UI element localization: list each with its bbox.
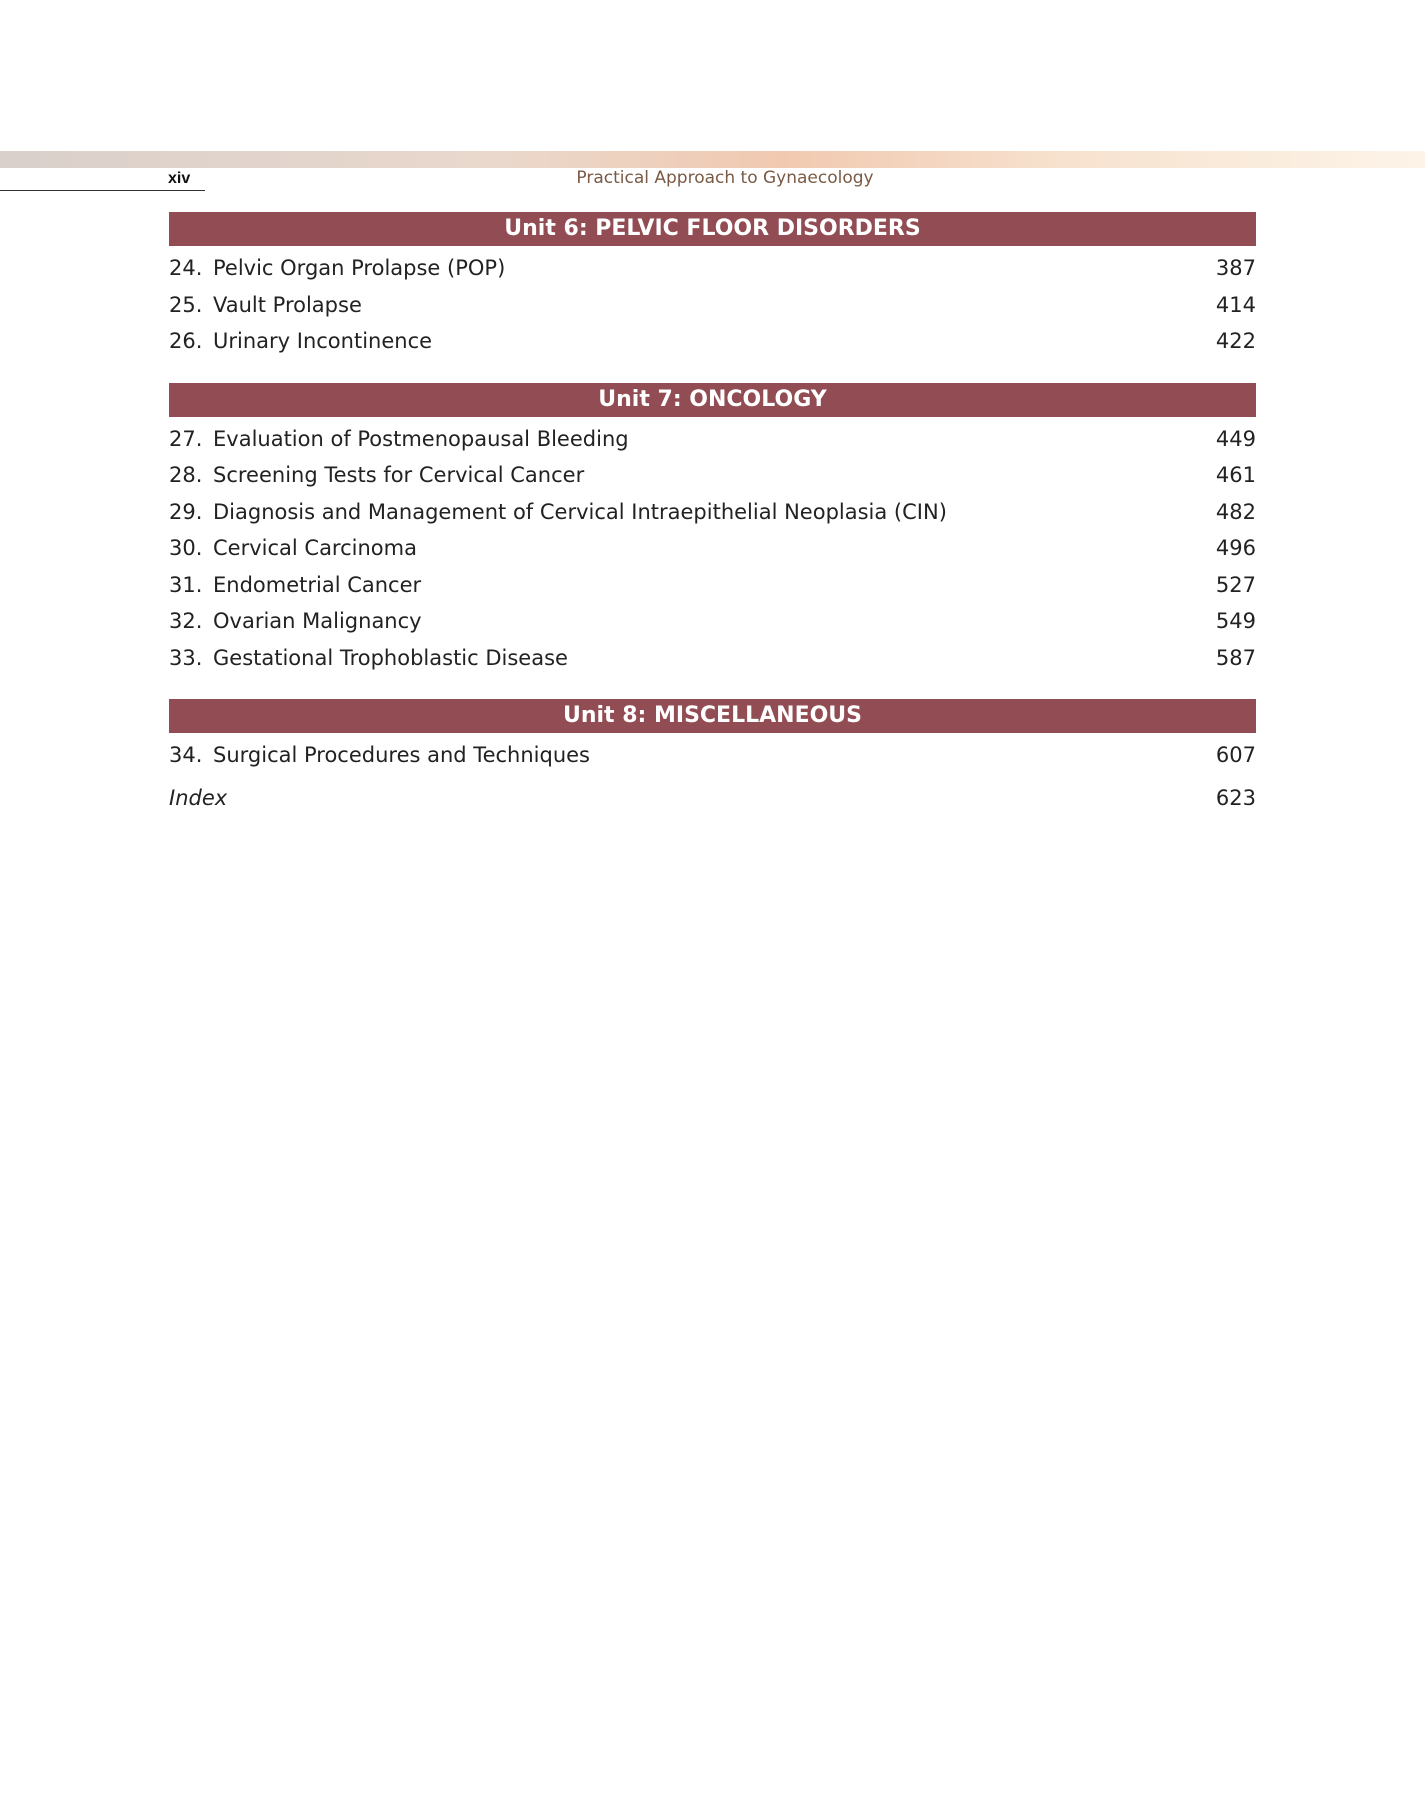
chapter-number: 26. xyxy=(169,329,203,353)
running-title: Practical Approach to Gynaecology xyxy=(576,168,874,188)
chapter-number: 34. xyxy=(169,743,203,767)
chapter-title: Diagnosis and Management of Cervical Intraepithelial Neoplasia (CIN) xyxy=(213,499,947,524)
toc-entry[interactable] xyxy=(169,250,1256,287)
toc-entry[interactable] xyxy=(169,530,1256,567)
chapter-page: 482 xyxy=(1215,499,1256,524)
chapter-title: Endometrial Cancer xyxy=(213,572,422,597)
chapter-number: 30. xyxy=(169,536,203,560)
chapter-number: 28. xyxy=(169,463,203,487)
chapter-page: 449 xyxy=(1215,426,1256,451)
chapter-title: Screening Tests for Cervical Cancer xyxy=(213,463,585,487)
toc-entry[interactable] xyxy=(169,567,1256,604)
page-number-rule xyxy=(0,190,205,191)
chapter-page: 461 xyxy=(1215,463,1256,487)
chapter-page: 607 xyxy=(1215,743,1256,767)
toc-entry[interactable] xyxy=(169,603,1256,640)
chapter-title: Surgical Procedures and Techniques xyxy=(213,743,590,767)
chapter-number: 27. xyxy=(169,426,203,451)
toc-entry[interactable] xyxy=(169,287,1256,324)
chapter-number: 31. xyxy=(169,572,203,597)
chapter-number: 24. xyxy=(169,256,203,280)
toc-entry[interactable] xyxy=(169,323,1256,360)
unit-section xyxy=(169,212,1256,360)
unit-heading: Unit 7: ONCOLOGY xyxy=(169,383,1256,417)
chapter-title: Ovarian Malignancy xyxy=(213,609,422,633)
chapter-title: Vault Prolapse xyxy=(213,292,362,317)
unit-heading: Unit 6: PELVIC FLOOR DISORDERS xyxy=(169,212,1256,246)
table-of-contents xyxy=(169,212,1256,817)
index-page: 623 xyxy=(1215,785,1256,810)
chapter-title: Pelvic Organ Prolapse (POP) xyxy=(213,256,506,280)
chapter-number: 33. xyxy=(169,645,203,670)
chapter-page: 527 xyxy=(1215,572,1256,597)
chapter-page: 387 xyxy=(1215,256,1256,280)
unit-section xyxy=(169,383,1256,677)
chapter-title: Urinary Incontinence xyxy=(213,329,433,353)
chapter-page: 414 xyxy=(1215,292,1256,317)
toc-entry[interactable] xyxy=(169,640,1256,677)
page-number: xiv xyxy=(168,170,191,187)
chapter-title: Gestational Trophoblastic Disease xyxy=(213,645,568,670)
unit-section xyxy=(169,699,1256,774)
header-band xyxy=(0,151,1425,168)
chapter-page: 549 xyxy=(1215,609,1256,633)
toc-entry[interactable] xyxy=(169,494,1256,531)
chapter-page: 496 xyxy=(1215,536,1256,560)
index-entry[interactable] xyxy=(169,779,1256,817)
toc-entry[interactable] xyxy=(169,421,1256,458)
toc-entry[interactable] xyxy=(169,457,1256,494)
chapter-page: 422 xyxy=(1215,329,1256,353)
unit-heading: Unit 8: MISCELLANEOUS xyxy=(169,699,1256,733)
toc-entry[interactable] xyxy=(169,737,1256,774)
chapter-title: Evaluation of Postmenopausal Bleeding xyxy=(213,426,629,451)
chapter-number: 25. xyxy=(169,292,203,317)
chapter-number: 32. xyxy=(169,609,203,633)
chapter-number: 29. xyxy=(169,499,203,524)
index-label: Index xyxy=(169,785,228,810)
chapter-title: Cervical Carcinoma xyxy=(213,536,417,560)
chapter-page: 587 xyxy=(1215,645,1256,670)
